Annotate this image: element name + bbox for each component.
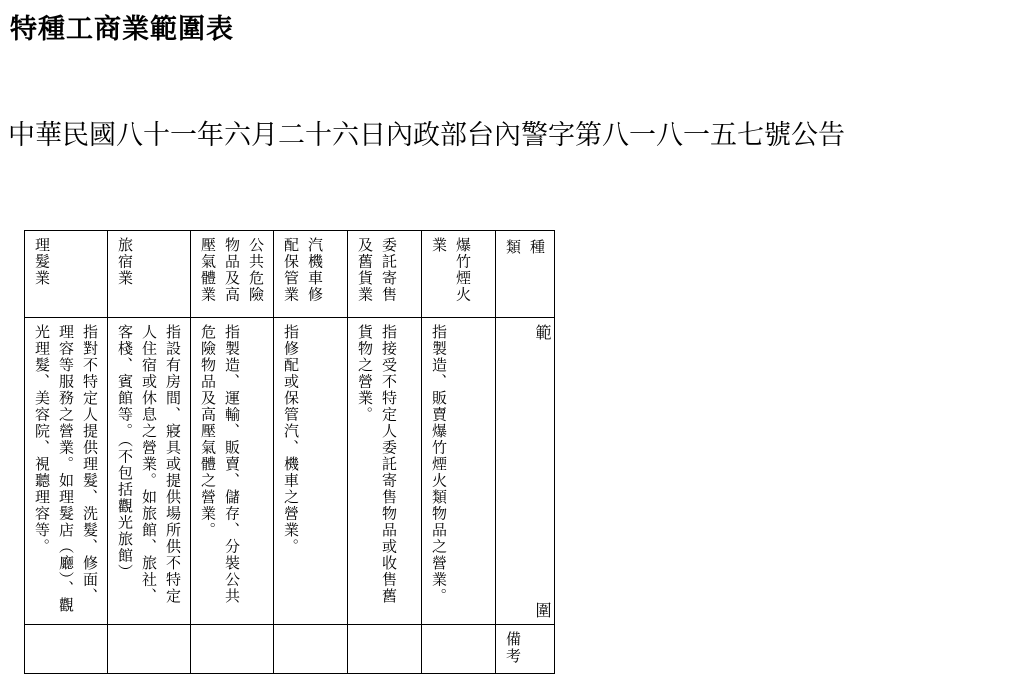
- notes-text: [348, 625, 358, 673]
- page-title: 特種工商業範圍表: [10, 14, 234, 45]
- scope-table: [24, 230, 555, 674]
- notes-text: [25, 625, 35, 673]
- scope-text: 指設有房間、寢具或提供場所供不特定人住宿或休息之營業。如旅館、旅社、客棧、賓館等。（不包括觀光旅館）: [116, 324, 182, 605]
- category-label: 委託寄售及舊貨業: [356, 237, 398, 303]
- scope-text: 指製造、販賣爆竹煙火類物品之營業。: [430, 324, 448, 605]
- table-header-category: [496, 231, 555, 318]
- table-cell-notes: [274, 625, 348, 674]
- scope-header-bottom: 圍: [533, 602, 552, 618]
- table-cell-scope: [25, 318, 108, 625]
- notes-text: [274, 625, 284, 673]
- table-header-notes: [496, 625, 555, 674]
- table-cell-scope: [422, 318, 496, 625]
- notes-text: [191, 625, 201, 673]
- table-cell-notes: [108, 625, 191, 674]
- table-cell-notes: [348, 625, 422, 674]
- table-cell-category: [108, 231, 191, 318]
- category-label: 理髮業: [33, 237, 51, 287]
- table-row-category: [25, 231, 555, 318]
- scope-text: 指修配或保管汽、機車之營業。: [282, 324, 300, 555]
- category-label: 爆竹煙火業: [430, 237, 472, 303]
- table-cell-category: [348, 231, 422, 318]
- document-subtitle: 中華民國八十一年六月二十六日內政部台內警字第八一八一五七號公告: [8, 120, 845, 151]
- scope-header-group: [496, 318, 554, 624]
- table-cell-scope: [191, 318, 274, 625]
- table-cell-category: [191, 231, 274, 318]
- table-cell-category: [274, 231, 348, 318]
- row-header-label: 種 類: [504, 239, 546, 297]
- scope-text: 指對不特定人提供理髮、洗髮、修面、理容等服務之營業。如理髮店（廳）、觀光理髮、美容院、視聽理容等。: [33, 324, 99, 614]
- table-cell-scope: [274, 318, 348, 625]
- table-cell-scope: [348, 318, 422, 625]
- scope-header-top: 範: [533, 324, 552, 340]
- table-header-scope: [496, 318, 555, 625]
- category-label: 汽機車修配保管業: [282, 237, 324, 303]
- table-cell-notes: [25, 625, 108, 674]
- notes-text: [422, 625, 432, 673]
- scope-table-container: [24, 230, 555, 674]
- notes-text: [108, 625, 118, 673]
- category-label: 旅宿業: [116, 237, 134, 287]
- table-cell-category: [25, 231, 108, 318]
- category-label: 公共危險物品及高壓氣體業: [199, 237, 265, 303]
- table-cell-notes: [191, 625, 274, 674]
- row-header-label: 備考: [504, 631, 522, 665]
- table-row-scope: [25, 318, 555, 625]
- table-cell-notes: [422, 625, 496, 674]
- table-row-notes: [25, 625, 555, 674]
- scope-text: 指製造、運輸、販賣、儲存、分裝公共危險物品及高壓氣體之營業。: [199, 324, 241, 605]
- table-cell-scope: [108, 318, 191, 625]
- scope-text: 指接受不特定人委託寄售物品或收售舊貨物之營業。: [356, 324, 398, 605]
- table-cell-category: [422, 231, 496, 318]
